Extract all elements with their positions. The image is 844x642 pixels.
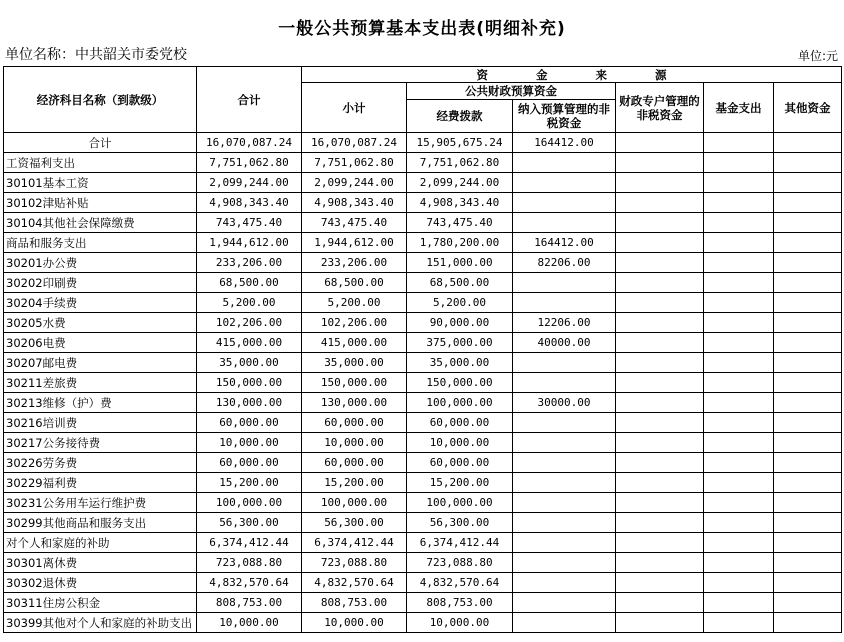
table-row (4, 293, 842, 313)
cell-fund (704, 133, 774, 153)
cell-total: 743,475.40 (197, 213, 302, 233)
cell-appropriation: 151,000.00 (407, 253, 513, 273)
cell-other (774, 413, 842, 433)
cell-other (774, 293, 842, 313)
table-row (4, 493, 842, 513)
cell-total: 35,000.00 (197, 353, 302, 373)
cell-nontax (513, 153, 616, 173)
table-body (4, 133, 842, 633)
header-other-fund: 其他资金 (774, 83, 842, 133)
header-subtotal: 小计 (302, 83, 407, 133)
cell-special (616, 553, 704, 573)
cell-other (774, 573, 842, 593)
cell-subtotal: 56,300.00 (302, 513, 407, 533)
cell-total: 723,088.80 (197, 553, 302, 573)
cell-appropriation: 90,000.00 (407, 313, 513, 333)
cell-name: 30211差旅费 (4, 373, 197, 393)
cell-special (616, 453, 704, 473)
cell-name: 30229福利费 (4, 473, 197, 493)
cell-other (774, 313, 842, 333)
cell-name: 合计 (4, 133, 197, 153)
cell-nontax (513, 513, 616, 533)
cell-fund (704, 153, 774, 173)
table-row (4, 233, 842, 253)
cell-special (616, 413, 704, 433)
table-row (4, 593, 842, 613)
cell-appropriation: 35,000.00 (407, 353, 513, 373)
cell-nontax (513, 593, 616, 613)
cell-nontax (513, 553, 616, 573)
table-row (4, 553, 842, 573)
cell-nontax (513, 373, 616, 393)
cell-total: 808,753.00 (197, 593, 302, 613)
unit-label: 单位:元 (797, 49, 838, 63)
cell-total: 56,300.00 (197, 513, 302, 533)
cell-name: 30299其他商品和服务支出 (4, 513, 197, 533)
cell-fund (704, 293, 774, 313)
cell-nontax: 12206.00 (513, 313, 616, 333)
cell-total: 7,751,062.80 (197, 153, 302, 173)
cell-special (616, 333, 704, 353)
cell-subtotal: 10,000.00 (302, 433, 407, 453)
cell-special (616, 473, 704, 493)
cell-total: 16,070,087.24 (197, 133, 302, 153)
cell-other (774, 493, 842, 513)
cell-nontax (513, 473, 616, 493)
cell-subtotal: 10,000.00 (302, 613, 407, 633)
table-row (4, 213, 842, 233)
cell-fund (704, 533, 774, 553)
cell-fund (704, 433, 774, 453)
cell-name: 30213维修（护）费 (4, 393, 197, 413)
cell-appropriation: 100,000.00 (407, 493, 513, 513)
cell-special (616, 313, 704, 333)
cell-fund (704, 353, 774, 373)
cell-subtotal: 5,200.00 (302, 293, 407, 313)
cell-name: 30216培训费 (4, 413, 197, 433)
table-row (4, 533, 842, 553)
cell-name: 30206电费 (4, 333, 197, 353)
cell-fund (704, 613, 774, 633)
cell-nontax: 40000.00 (513, 333, 616, 353)
table-row (4, 413, 842, 433)
cell-special (616, 593, 704, 613)
cell-fund (704, 453, 774, 473)
cell-appropriation: 60,000.00 (407, 453, 513, 473)
cell-total: 130,000.00 (197, 393, 302, 413)
cell-name: 30104其他社会保障缴费 (4, 213, 197, 233)
cell-other (774, 353, 842, 373)
cell-nontax (513, 573, 616, 593)
cell-other (774, 233, 842, 253)
cell-nontax: 164412.00 (513, 133, 616, 153)
cell-special (616, 533, 704, 553)
cell-special (616, 373, 704, 393)
cell-special (616, 353, 704, 373)
cell-appropriation: 15,905,675.24 (407, 133, 513, 153)
table-row (4, 513, 842, 533)
table-row (4, 613, 842, 633)
cell-subtotal: 60,000.00 (302, 453, 407, 473)
cell-subtotal: 102,206.00 (302, 313, 407, 333)
cell-nontax (513, 433, 616, 453)
table-row (4, 373, 842, 393)
cell-total: 4,908,343.40 (197, 193, 302, 213)
cell-name: 30207邮电费 (4, 353, 197, 373)
cell-fund (704, 373, 774, 393)
table-row (4, 453, 842, 473)
cell-special (616, 513, 704, 533)
cell-subtotal: 7,751,062.80 (302, 153, 407, 173)
cell-nontax (513, 173, 616, 193)
table-row (4, 193, 842, 213)
cell-name: 30399其他对个人和家庭的补助支出 (4, 613, 197, 633)
cell-appropriation: 2,099,244.00 (407, 173, 513, 193)
cell-nontax (513, 413, 616, 433)
cell-appropriation: 150,000.00 (407, 373, 513, 393)
cell-appropriation: 15,200.00 (407, 473, 513, 493)
cell-other (774, 593, 842, 613)
cell-subtotal: 415,000.00 (302, 333, 407, 353)
cell-subtotal: 16,070,087.24 (302, 133, 407, 153)
cell-nontax: 30000.00 (513, 393, 616, 413)
cell-name: 30204手续费 (4, 293, 197, 313)
cell-nontax: 164412.00 (513, 233, 616, 253)
cell-name: 30101基本工资 (4, 173, 197, 193)
cell-subtotal: 35,000.00 (302, 353, 407, 373)
cell-appropriation: 68,500.00 (407, 273, 513, 293)
cell-other (774, 613, 842, 633)
table-row (4, 273, 842, 293)
cell-subtotal: 150,000.00 (302, 373, 407, 393)
cell-fund (704, 253, 774, 273)
cell-other (774, 273, 842, 293)
cell-name: 30302退休费 (4, 573, 197, 593)
cell-other (774, 333, 842, 353)
cell-fund (704, 333, 774, 353)
cell-subtotal: 100,000.00 (302, 493, 407, 513)
cell-nontax (513, 453, 616, 473)
cell-other (774, 193, 842, 213)
cell-total: 10,000.00 (197, 613, 302, 633)
cell-other (774, 513, 842, 533)
cell-nontax (513, 533, 616, 553)
cell-name: 30201办公费 (4, 253, 197, 273)
cell-subtotal: 808,753.00 (302, 593, 407, 613)
cell-special (616, 573, 704, 593)
cell-fund (704, 553, 774, 573)
cell-nontax (513, 493, 616, 513)
cell-special (616, 193, 704, 213)
cell-special (616, 253, 704, 273)
cell-special (616, 493, 704, 513)
cell-total: 60,000.00 (197, 453, 302, 473)
cell-nontax (513, 293, 616, 313)
cell-appropriation: 4,832,570.64 (407, 573, 513, 593)
header-public-fund: 公共财政预算资金 (407, 83, 616, 100)
cell-special (616, 433, 704, 453)
cell-special (616, 613, 704, 633)
cell-nontax (513, 353, 616, 373)
cell-appropriation: 743,475.40 (407, 213, 513, 233)
cell-subtotal: 130,000.00 (302, 393, 407, 413)
cell-total: 415,000.00 (197, 333, 302, 353)
table-row (4, 153, 842, 173)
cell-name: 30205水费 (4, 313, 197, 333)
cell-fund (704, 213, 774, 233)
cell-fund (704, 413, 774, 433)
cell-subtotal: 2,099,244.00 (302, 173, 407, 193)
table-row (4, 353, 842, 373)
cell-total: 102,206.00 (197, 313, 302, 333)
cell-special (616, 393, 704, 413)
cell-name: 30311住房公积金 (4, 593, 197, 613)
table-row (4, 313, 842, 333)
table-row (4, 473, 842, 493)
cell-total: 10,000.00 (197, 433, 302, 453)
cell-total: 68,500.00 (197, 273, 302, 293)
cell-fund (704, 593, 774, 613)
cell-name: 30217公务接待费 (4, 433, 197, 453)
cell-fund (704, 473, 774, 493)
cell-nontax: 82206.00 (513, 253, 616, 273)
cell-subtotal: 4,908,343.40 (302, 193, 407, 213)
table-row (4, 333, 842, 353)
cell-fund (704, 273, 774, 293)
cell-other (774, 473, 842, 493)
cell-other (774, 373, 842, 393)
cell-total: 15,200.00 (197, 473, 302, 493)
cell-name: 30202印刷费 (4, 273, 197, 293)
header-nontax-in-budget: 纳入预算管理的非税资金 (513, 100, 616, 133)
table-title: 一般公共预算基本支出表(明细补充) (278, 19, 566, 39)
cell-other (774, 253, 842, 273)
cell-subtotal: 68,500.00 (302, 273, 407, 293)
cell-fund (704, 173, 774, 193)
cell-special (616, 293, 704, 313)
header-appropriation: 经费拨款 (407, 100, 513, 133)
table-row (4, 253, 842, 273)
cell-special (616, 133, 704, 153)
cell-subtotal: 233,206.00 (302, 253, 407, 273)
cell-name: 30301离休费 (4, 553, 197, 573)
cell-other (774, 453, 842, 473)
table-row (4, 133, 842, 153)
cell-other (774, 533, 842, 553)
cell-appropriation: 5,200.00 (407, 293, 513, 313)
cell-nontax (513, 193, 616, 213)
cell-appropriation: 60,000.00 (407, 413, 513, 433)
cell-special (616, 213, 704, 233)
cell-subtotal: 6,374,412.44 (302, 533, 407, 553)
cell-nontax (513, 213, 616, 233)
cell-appropriation: 56,300.00 (407, 513, 513, 533)
cell-appropriation: 1,780,200.00 (407, 233, 513, 253)
cell-appropriation: 6,374,412.44 (407, 533, 513, 553)
cell-other (774, 133, 842, 153)
table-row (4, 573, 842, 593)
cell-fund (704, 493, 774, 513)
header-subject: 经济科目名称（到款级） (4, 67, 197, 133)
cell-fund (704, 393, 774, 413)
cell-total: 1,944,612.00 (197, 233, 302, 253)
cell-fund (704, 513, 774, 533)
cell-other (774, 433, 842, 453)
cell-special (616, 273, 704, 293)
cell-appropriation: 808,753.00 (407, 593, 513, 613)
cell-name: 工资福利支出 (4, 153, 197, 173)
cell-special (616, 153, 704, 173)
table-row (4, 393, 842, 413)
cell-special (616, 233, 704, 253)
cell-name: 30231公务用车运行维护费 (4, 493, 197, 513)
cell-appropriation: 10,000.00 (407, 613, 513, 633)
cell-special (616, 173, 704, 193)
cell-name: 30102津贴补贴 (4, 193, 197, 213)
cell-other (774, 173, 842, 193)
cell-total: 150,000.00 (197, 373, 302, 393)
org-name: 单位名称：中共韶关市委党校 (5, 47, 187, 63)
table-row (4, 173, 842, 193)
cell-appropriation: 7,751,062.80 (407, 153, 513, 173)
cell-subtotal: 723,088.80 (302, 553, 407, 573)
cell-other (774, 553, 842, 573)
cell-fund (704, 233, 774, 253)
header-special-nontax: 财政专户管理的非税资金 (616, 83, 704, 133)
cell-appropriation: 4,908,343.40 (407, 193, 513, 213)
cell-fund (704, 313, 774, 333)
cell-fund (704, 573, 774, 593)
cell-total: 2,099,244.00 (197, 173, 302, 193)
cell-subtotal: 1,944,612.00 (302, 233, 407, 253)
cell-total: 4,832,570.64 (197, 573, 302, 593)
cell-other (774, 393, 842, 413)
cell-appropriation: 100,000.00 (407, 393, 513, 413)
cell-other (774, 153, 842, 173)
header-total: 合计 (197, 67, 302, 133)
cell-fund (704, 193, 774, 213)
table-row (4, 433, 842, 453)
cell-nontax (513, 613, 616, 633)
cell-total: 5,200.00 (197, 293, 302, 313)
cell-name: 商品和服务支出 (4, 233, 197, 253)
cell-subtotal: 15,200.00 (302, 473, 407, 493)
cell-total: 60,000.00 (197, 413, 302, 433)
cell-name: 对个人和家庭的补助 (4, 533, 197, 553)
cell-name: 30226劳务费 (4, 453, 197, 473)
cell-appropriation: 375,000.00 (407, 333, 513, 353)
cell-total: 100,000.00 (197, 493, 302, 513)
cell-subtotal: 4,832,570.64 (302, 573, 407, 593)
cell-total: 6,374,412.44 (197, 533, 302, 553)
header-fund-expense: 基金支出 (704, 83, 774, 133)
header-source: 资 金 来 源 (302, 67, 842, 83)
budget-table (3, 66, 842, 633)
cell-appropriation: 723,088.80 (407, 553, 513, 573)
cell-total: 233,206.00 (197, 253, 302, 273)
cell-other (774, 213, 842, 233)
cell-subtotal: 743,475.40 (302, 213, 407, 233)
cell-appropriation: 10,000.00 (407, 433, 513, 453)
cell-subtotal: 60,000.00 (302, 413, 407, 433)
cell-nontax (513, 273, 616, 293)
